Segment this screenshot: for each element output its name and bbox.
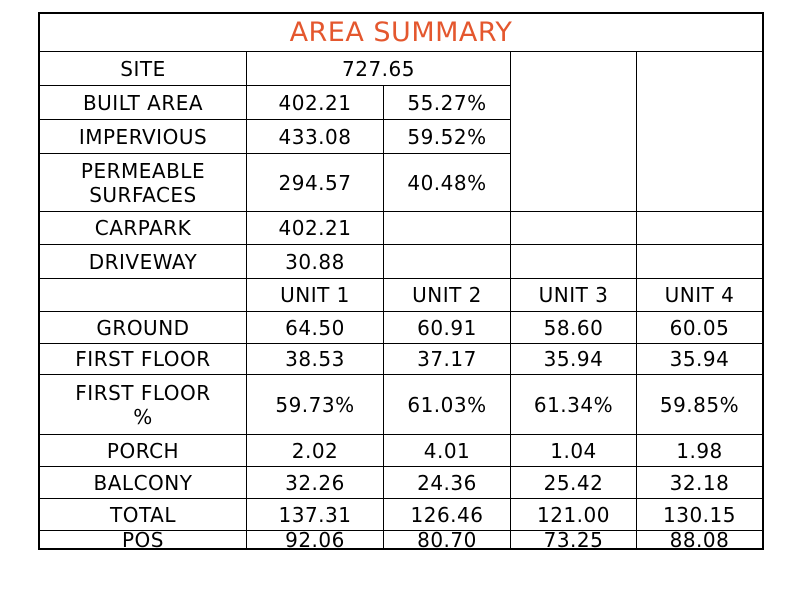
unit-header: UNIT 3: [511, 279, 637, 312]
summary-row-label: IMPERVIOUS: [40, 120, 247, 154]
unit-row-value: 80.70: [384, 531, 511, 548]
unit-row-value: 37.17: [384, 344, 511, 375]
unit-row-value: 58.60: [511, 312, 637, 344]
unit-row-value: 32.18: [637, 467, 762, 499]
summary-row-label: DRIVEWAY: [40, 245, 247, 279]
summary-row-value: 402.21: [247, 212, 384, 245]
unit-row-value: 60.91: [384, 312, 511, 344]
unit-row-label: FIRST FLOOR: [40, 344, 247, 375]
unit-row-value: 92.06: [247, 531, 384, 548]
unit-row-value: 1.04: [511, 435, 637, 467]
summary-row-percent: 40.48%: [384, 154, 511, 212]
unit-row-value: 1.98: [637, 435, 762, 467]
empty-cell: [511, 52, 637, 212]
summary-row-value: 402.21: [247, 86, 384, 120]
unit-row-label: BALCONY: [40, 467, 247, 499]
unit-row-value: 32.26: [247, 467, 384, 499]
unit-header: UNIT 2: [384, 279, 511, 312]
site-label: SITE: [40, 52, 247, 86]
unit-row-value: 126.46: [384, 499, 511, 531]
unit-row-label: FIRST FLOOR %: [40, 375, 247, 435]
unit-row-value: 24.36: [384, 467, 511, 499]
unit-row-label: POS: [40, 531, 247, 548]
summary-row-label: CARPARK: [40, 212, 247, 245]
unit-row-value: 59.73%: [247, 375, 384, 435]
unit-header: UNIT 4: [637, 279, 762, 312]
unit-row-label: GROUND: [40, 312, 247, 344]
unit-row-value: 4.01: [384, 435, 511, 467]
area-summary-table: [38, 12, 764, 550]
empty-cell: [511, 245, 637, 279]
summary-row-percent: [384, 212, 511, 245]
unit-row-label: PORCH: [40, 435, 247, 467]
unit-row-value: 59.85%: [637, 375, 762, 435]
unit-row-value: 88.08: [669, 527, 730, 552]
unit-header: UNIT 1: [247, 279, 384, 312]
summary-row-percent: 55.27%: [384, 86, 511, 120]
unit-row-value: 35.94: [511, 344, 637, 375]
summary-row-label: PERMEABLE SURFACES: [40, 154, 247, 212]
unit-row-value: 73.25: [511, 531, 637, 548]
empty-cell: [637, 52, 762, 212]
unit-row-value: 121.00: [511, 499, 637, 531]
unit-row-value: 35.94: [637, 344, 762, 375]
table-title: AREA SUMMARY: [40, 14, 762, 52]
summary-row-value: 433.08: [247, 120, 384, 154]
unit-row-value: 38.53: [247, 344, 384, 375]
empty-cell: [637, 245, 762, 279]
summary-row-percent: 59.52%: [384, 120, 511, 154]
unit-row-value: 25.42: [511, 467, 637, 499]
site-value: 727.65: [247, 52, 511, 86]
summary-row-percent: [384, 245, 511, 279]
unit-row-value: 61.34%: [511, 375, 637, 435]
unit-row-label: TOTAL: [40, 499, 247, 531]
unit-row-value: 60.05: [637, 312, 762, 344]
unit-row-value: 2.02: [247, 435, 384, 467]
summary-row-value: 30.88: [247, 245, 384, 279]
unit-row-value: 130.15: [637, 499, 762, 531]
empty-cell: [637, 212, 762, 245]
unit-row-value: 137.31: [247, 499, 384, 531]
unit-row-value: 61.03%: [384, 375, 511, 435]
unit-row-value: 64.50: [247, 312, 384, 344]
summary-row-label: BUILT AREA: [40, 86, 247, 120]
empty-cell: [511, 212, 637, 245]
summary-row-value: 294.57: [247, 154, 384, 212]
unit-header-blank: [40, 279, 247, 312]
